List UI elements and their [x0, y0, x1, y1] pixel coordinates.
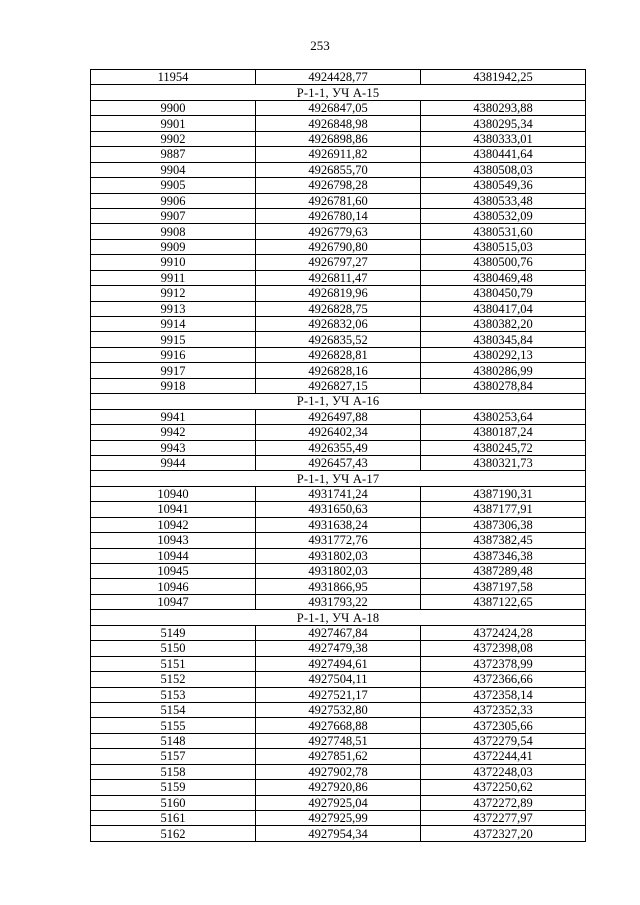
- x-coordinate-cell: 4931802,03: [256, 548, 421, 563]
- x-coordinate-cell: 4931741,24: [256, 486, 421, 501]
- x-coordinate-cell: 4926457,43: [256, 455, 421, 470]
- point-number-cell: 10947: [91, 594, 256, 609]
- y-coordinate-cell: 4380532,09: [421, 208, 586, 223]
- y-coordinate-cell: 4380292,13: [421, 347, 586, 362]
- y-coordinate-cell: 4380531,60: [421, 224, 586, 239]
- x-coordinate-cell: 4927668,88: [256, 718, 421, 733]
- y-coordinate-cell: 4372378,99: [421, 656, 586, 671]
- y-coordinate-cell: 4380253,64: [421, 409, 586, 424]
- y-coordinate-cell: 4380333,01: [421, 131, 586, 146]
- x-coordinate-cell: 4927494,61: [256, 656, 421, 671]
- x-coordinate-cell: 4927479,38: [256, 641, 421, 656]
- table-row: [91, 502, 586, 517]
- table-row: [91, 455, 586, 470]
- point-number-cell: 9902: [91, 131, 256, 146]
- y-coordinate-cell: 4372277,97: [421, 811, 586, 826]
- point-number-cell: 9905: [91, 178, 256, 193]
- x-coordinate-cell: 4926790,80: [256, 239, 421, 254]
- y-coordinate-cell: 4372305,66: [421, 718, 586, 733]
- x-coordinate-cell: 4926855,70: [256, 162, 421, 177]
- table-row: [91, 579, 586, 594]
- table-row: [91, 764, 586, 779]
- point-number-cell: 9913: [91, 301, 256, 316]
- y-coordinate-cell: 4387306,38: [421, 517, 586, 532]
- y-coordinate-cell: 4380533,48: [421, 193, 586, 208]
- table-row: [91, 440, 586, 455]
- table-row: [91, 178, 586, 193]
- x-coordinate-cell: 4927925,99: [256, 811, 421, 826]
- table-row: [91, 270, 586, 285]
- y-coordinate-cell: 4380286,99: [421, 363, 586, 378]
- y-coordinate-cell: 4380450,79: [421, 286, 586, 301]
- y-coordinate-cell: 4380345,84: [421, 332, 586, 347]
- table-row: [91, 687, 586, 702]
- point-number-cell: 5154: [91, 702, 256, 717]
- table-row: [91, 594, 586, 609]
- x-coordinate-cell: 4931802,03: [256, 564, 421, 579]
- point-number-cell: 5149: [91, 625, 256, 640]
- y-coordinate-cell: 4380187,24: [421, 425, 586, 440]
- x-coordinate-cell: 4926832,06: [256, 317, 421, 332]
- x-coordinate-cell: 4926811,47: [256, 270, 421, 285]
- table-row: [91, 208, 586, 223]
- point-number-cell: 9944: [91, 455, 256, 470]
- point-number-cell: 5162: [91, 826, 256, 841]
- point-number-cell: 5152: [91, 672, 256, 687]
- point-number-cell: 10940: [91, 486, 256, 501]
- table-row: [91, 286, 586, 301]
- x-coordinate-cell: 4931793,22: [256, 594, 421, 609]
- point-number-cell: 9914: [91, 317, 256, 332]
- x-coordinate-cell: 4931772,76: [256, 533, 421, 548]
- y-coordinate-cell: 4380293,88: [421, 100, 586, 115]
- x-coordinate-cell: 4926848,98: [256, 116, 421, 131]
- x-coordinate-cell: 4927504,11: [256, 672, 421, 687]
- point-number-cell: 11954: [91, 70, 256, 85]
- table-row: [91, 718, 586, 733]
- y-coordinate-cell: 4387289,48: [421, 564, 586, 579]
- y-coordinate-cell: 4380278,84: [421, 378, 586, 393]
- point-number-cell: 5161: [91, 811, 256, 826]
- x-coordinate-cell: 4927954,34: [256, 826, 421, 841]
- point-number-cell: 10942: [91, 517, 256, 532]
- table-row: [91, 363, 586, 378]
- y-coordinate-cell: 4380508,03: [421, 162, 586, 177]
- table-row: [91, 347, 586, 362]
- section-title: Р-1-1, УЧ А-17: [91, 471, 586, 486]
- y-coordinate-cell: 4380441,64: [421, 147, 586, 162]
- point-number-cell: 5160: [91, 795, 256, 810]
- section-header-row: [91, 85, 586, 100]
- table-row: [91, 409, 586, 424]
- point-number-cell: 9912: [91, 286, 256, 301]
- point-number-cell: 10943: [91, 533, 256, 548]
- x-coordinate-cell: 4926355,49: [256, 440, 421, 455]
- x-coordinate-cell: 4926828,81: [256, 347, 421, 362]
- point-number-cell: 5157: [91, 749, 256, 764]
- point-number-cell: 9916: [91, 347, 256, 362]
- y-coordinate-cell: 4387122,65: [421, 594, 586, 609]
- x-coordinate-cell: 4927851,62: [256, 749, 421, 764]
- table-row: [91, 641, 586, 656]
- x-coordinate-cell: 4926798,28: [256, 178, 421, 193]
- x-coordinate-cell: 4926828,16: [256, 363, 421, 378]
- point-number-cell: 5158: [91, 764, 256, 779]
- x-coordinate-cell: 4927532,80: [256, 702, 421, 717]
- y-coordinate-cell: 4380321,73: [421, 455, 586, 470]
- x-coordinate-cell: 4926780,14: [256, 208, 421, 223]
- y-coordinate-cell: 4380549,36: [421, 178, 586, 193]
- y-coordinate-cell: 4380515,03: [421, 239, 586, 254]
- y-coordinate-cell: 4381942,25: [421, 70, 586, 85]
- y-coordinate-cell: 4387197,58: [421, 579, 586, 594]
- x-coordinate-cell: 4927748,51: [256, 733, 421, 748]
- x-coordinate-cell: 4931866,95: [256, 579, 421, 594]
- table-row: [91, 317, 586, 332]
- point-number-cell: 9943: [91, 440, 256, 455]
- y-coordinate-cell: 4380417,04: [421, 301, 586, 316]
- table-row: [91, 795, 586, 810]
- y-coordinate-cell: 4372327,20: [421, 826, 586, 841]
- point-number-cell: 9907: [91, 208, 256, 223]
- table-row: [91, 100, 586, 115]
- table-row: [91, 425, 586, 440]
- y-coordinate-cell: 4380500,76: [421, 255, 586, 270]
- x-coordinate-cell: 4926911,82: [256, 147, 421, 162]
- table-row: [91, 533, 586, 548]
- y-coordinate-cell: 4380382,20: [421, 317, 586, 332]
- table-row: [91, 378, 586, 393]
- point-number-cell: 5151: [91, 656, 256, 671]
- y-coordinate-cell: 4372244,41: [421, 749, 586, 764]
- table-row: [91, 162, 586, 177]
- x-coordinate-cell: 4926828,75: [256, 301, 421, 316]
- table-row: [91, 193, 586, 208]
- point-number-cell: 9911: [91, 270, 256, 285]
- y-coordinate-cell: 4380295,34: [421, 116, 586, 131]
- point-number-cell: 5150: [91, 641, 256, 656]
- table-row: [91, 517, 586, 532]
- y-coordinate-cell: 4372272,89: [421, 795, 586, 810]
- section-title: Р-1-1, УЧ А-16: [91, 394, 586, 409]
- table-row: [91, 672, 586, 687]
- x-coordinate-cell: 4927902,78: [256, 764, 421, 779]
- y-coordinate-cell: 4372250,62: [421, 780, 586, 795]
- point-number-cell: 9910: [91, 255, 256, 270]
- table-row: [91, 131, 586, 146]
- page-number: 253: [310, 38, 330, 53]
- point-number-cell: 5159: [91, 780, 256, 795]
- x-coordinate-cell: 4926402,34: [256, 425, 421, 440]
- y-coordinate-cell: 4380469,48: [421, 270, 586, 285]
- x-coordinate-cell: 4927920,86: [256, 780, 421, 795]
- table-row: [91, 780, 586, 795]
- table-row: [91, 733, 586, 748]
- x-coordinate-cell: 4924428,77: [256, 70, 421, 85]
- y-coordinate-cell: 4372424,28: [421, 625, 586, 640]
- section-title: Р-1-1, УЧ А-15: [91, 85, 586, 100]
- x-coordinate-cell: 4927521,17: [256, 687, 421, 702]
- section-title: Р-1-1, УЧ А-18: [91, 610, 586, 625]
- x-coordinate-cell: 4926779,63: [256, 224, 421, 239]
- y-coordinate-cell: 4387177,91: [421, 502, 586, 517]
- y-coordinate-cell: 4372366,66: [421, 672, 586, 687]
- x-coordinate-cell: 4931650,63: [256, 502, 421, 517]
- x-coordinate-cell: 4926835,52: [256, 332, 421, 347]
- y-coordinate-cell: 4372248,03: [421, 764, 586, 779]
- x-coordinate-cell: 4926847,05: [256, 100, 421, 115]
- section-header-row: [91, 471, 586, 486]
- point-number-cell: 9904: [91, 162, 256, 177]
- x-coordinate-cell: 4926497,88: [256, 409, 421, 424]
- table-row: [91, 656, 586, 671]
- point-number-cell: 9909: [91, 239, 256, 254]
- table-row: [91, 564, 586, 579]
- y-coordinate-cell: 4372352,33: [421, 702, 586, 717]
- point-number-cell: 9917: [91, 363, 256, 378]
- x-coordinate-cell: 4931638,24: [256, 517, 421, 532]
- x-coordinate-cell: 4926898,86: [256, 131, 421, 146]
- point-number-cell: 9906: [91, 193, 256, 208]
- table-row: [91, 826, 586, 841]
- table-row: [91, 301, 586, 316]
- point-number-cell: 9941: [91, 409, 256, 424]
- table-row: [91, 70, 586, 85]
- x-coordinate-cell: 4927925,04: [256, 795, 421, 810]
- table-row: [91, 749, 586, 764]
- table-row: [91, 702, 586, 717]
- point-number-cell: 9901: [91, 116, 256, 131]
- point-number-cell: 10946: [91, 579, 256, 594]
- y-coordinate-cell: 4380245,72: [421, 440, 586, 455]
- point-number-cell: 9900: [91, 100, 256, 115]
- table-row: [91, 811, 586, 826]
- x-coordinate-cell: 4926827,15: [256, 378, 421, 393]
- x-coordinate-cell: 4926781,60: [256, 193, 421, 208]
- table-row: [91, 625, 586, 640]
- y-coordinate-cell: 4372398,08: [421, 641, 586, 656]
- table-row: [91, 147, 586, 162]
- section-header-row: [91, 394, 586, 409]
- table-row: [91, 332, 586, 347]
- point-number-cell: 5155: [91, 718, 256, 733]
- x-coordinate-cell: 4927467,84: [256, 625, 421, 640]
- point-number-cell: 9908: [91, 224, 256, 239]
- point-number-cell: 5148: [91, 733, 256, 748]
- point-number-cell: 9918: [91, 378, 256, 393]
- table-row: [91, 548, 586, 563]
- section-header-row: [91, 610, 586, 625]
- table-row: [91, 116, 586, 131]
- point-number-cell: 10944: [91, 548, 256, 563]
- x-coordinate-cell: 4926819,96: [256, 286, 421, 301]
- y-coordinate-cell: 4372358,14: [421, 687, 586, 702]
- point-number-cell: 10945: [91, 564, 256, 579]
- table-row: [91, 224, 586, 239]
- point-number-cell: 9887: [91, 147, 256, 162]
- y-coordinate-cell: 4387382,45: [421, 533, 586, 548]
- point-number-cell: 5153: [91, 687, 256, 702]
- point-number-cell: 9942: [91, 425, 256, 440]
- point-number-cell: 9915: [91, 332, 256, 347]
- table-row: [91, 255, 586, 270]
- y-coordinate-cell: 4387346,38: [421, 548, 586, 563]
- table-row: [91, 486, 586, 501]
- point-number-cell: 10941: [91, 502, 256, 517]
- x-coordinate-cell: 4926797,27: [256, 255, 421, 270]
- table-row: [91, 239, 586, 254]
- y-coordinate-cell: 4372279,54: [421, 733, 586, 748]
- y-coordinate-cell: 4387190,31: [421, 486, 586, 501]
- coordinates-table: [90, 69, 586, 842]
